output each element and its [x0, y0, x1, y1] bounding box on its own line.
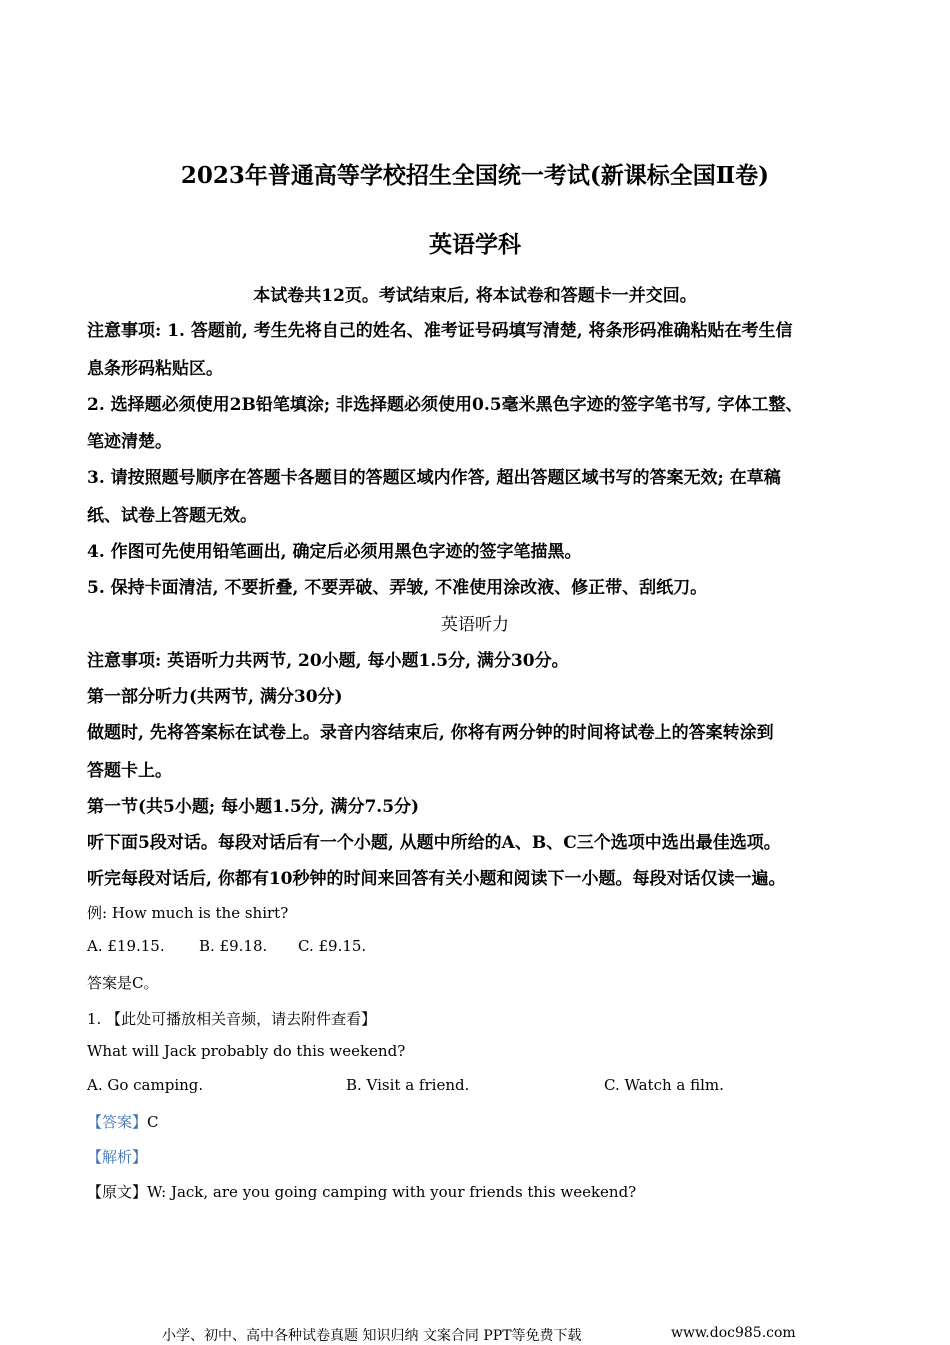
notice-1-line1: 注意事项: 1. 答题前, 考生先将自己的姓名、准考证号码填写清楚, 将条形码准确粘贴在考生信	[87, 321, 793, 341]
notice-2-line1: 2. 选择题必须使用2B铅笔填涂; 非选择题必须使用0.5毫米黑色字迹的签字笔书写, 字体工整、	[87, 395, 803, 415]
section1-line1: 听下面5段对话。每段对话后有一个小题, 从题中所给的A、B、C三个选项中选出最佳选项。	[87, 833, 781, 853]
q1-option-a: A. Go camping.	[87, 1076, 204, 1094]
analysis-label: 【解析】	[87, 1148, 148, 1166]
footer-text: 小学、初中、高中各种试卷真题 知识归纳 文案合同 PPT等免费下载	[162, 1328, 582, 1344]
example-option-b: B. £9.18.	[199, 937, 268, 955]
q1-question: What will Jack probably do this weekend?	[87, 1042, 406, 1060]
notice-4: 4. 作图可先使用铅笔画出, 确定后必须用黑色字迹的签字笔描黑。	[87, 542, 582, 562]
instruction-line1: 做题时, 先将答案标在试卷上。录音内容结束后, 你将有两分钟的时间将试卷上的答案转涂到	[87, 723, 774, 743]
notice-2-line2: 笔迹清楚。	[87, 432, 172, 452]
notice-3-line2: 纸、试卷上答题无效。	[87, 506, 257, 526]
part1-title: 第一部分听力(共两节, 满分30分)	[87, 687, 343, 707]
notice-5: 5. 保持卡面清洁, 不要折叠, 不要弄破、弄皱, 不准使用涂改液、修正带、刮纸刀。	[87, 578, 708, 598]
notice-1-line2: 息条形码粘贴区。	[87, 359, 223, 379]
notice-3-line1: 3. 请按照题号顺序在答题卡各题目的答题区域内作答, 超出答题区域书写的答案无效; 在草稿	[87, 468, 781, 488]
example-option-c: C. £9.15.	[298, 937, 367, 955]
footer-url[interactable]: www.doc985.com	[671, 1325, 796, 1341]
answer-value: C	[147, 1113, 159, 1131]
example-option-a: A. £19.15.	[87, 937, 165, 955]
q1-answer-row	[87, 1111, 159, 1132]
answer-label: 【答案】	[87, 1113, 148, 1131]
pages-note: 本试卷共12页。考试结束后, 将本试卷和答题卡一并交回。	[253, 286, 697, 306]
q1-option-c: C. Watch a film.	[604, 1076, 724, 1094]
listening-heading: 英语听力	[441, 615, 509, 635]
listening-notice: 注意事项: 英语听力共两节, 20小题, 每小题1.5分, 满分30分。	[87, 651, 569, 671]
section1-title: 第一节(共5小题; 每小题1.5分, 满分7.5分)	[87, 797, 420, 817]
section1-line2: 听完每段对话后, 你都有10秒钟的时间来回答有关小题和阅读下一小题。每段对话仅读一遍。	[87, 869, 786, 889]
transcript-text: W: Jack, are you going camping with your friends this weekend?	[147, 1183, 637, 1201]
exam-title: 2023年普通高等学校招生全国统一考试(新课标全国Ⅱ卷)	[180, 162, 770, 189]
instruction-line2: 答题卡上。	[87, 761, 172, 781]
example-question: 例: How much is the shirt?	[87, 904, 289, 922]
q1-audio: 1. 【此处可播放相关音频，请去附件查看】	[87, 1010, 377, 1028]
q1-option-b: B. Visit a friend.	[346, 1076, 470, 1094]
transcript-label: 【原文】	[87, 1183, 148, 1201]
transcript-row	[87, 1181, 636, 1202]
example-answer: 答案是C。	[87, 974, 159, 992]
subject-title: 英语学科	[429, 231, 521, 258]
